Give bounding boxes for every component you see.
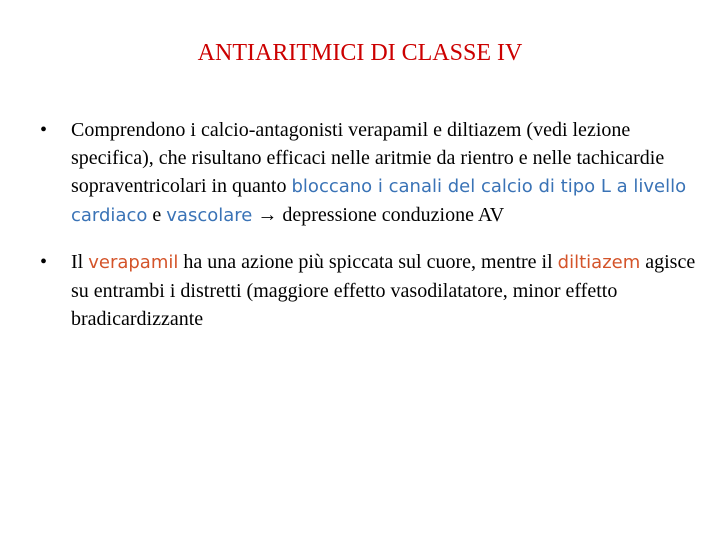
bullet-item-calcio-antagonisti [40, 116, 700, 230]
highlight-vascolare: vascolare [166, 205, 253, 226]
bullet-dot-icon: • [40, 251, 48, 273]
bullet-item-verapamil-diltiazem [40, 248, 700, 333]
bullet-text: agisce su entrambi i distretti (maggiore effetto vasodilatatore, minor effetto bradicardizzante [71, 251, 696, 330]
highlight-diltiazem: diltiazem [557, 252, 641, 273]
slide-title: ANTIARITMICI DI CLASSE IV [197, 40, 523, 66]
highlight-calcium-channels: bloccano i canali del calcio di tipo L a livello cardiaco [71, 176, 687, 226]
bullet-text: e [147, 204, 167, 226]
bullet-text: Comprendono i calcio-antagonisti verapamil e diltiazem (vedi lezione specifica), che risultano efficaci nelle aritmie da rientro e nelle tachicardie sopraventricolari in quanto [71, 119, 665, 197]
bullet-list [40, 116, 700, 351]
bullet-text: ha una azione più spiccata sul cuore, mentre il [178, 251, 558, 273]
highlight-verapamil: verapamil [88, 252, 179, 273]
bullet-dot-icon: • [40, 119, 48, 141]
bullet-text: → depressione conduzione AV [252, 204, 505, 226]
bullet-text: Il [71, 251, 89, 273]
